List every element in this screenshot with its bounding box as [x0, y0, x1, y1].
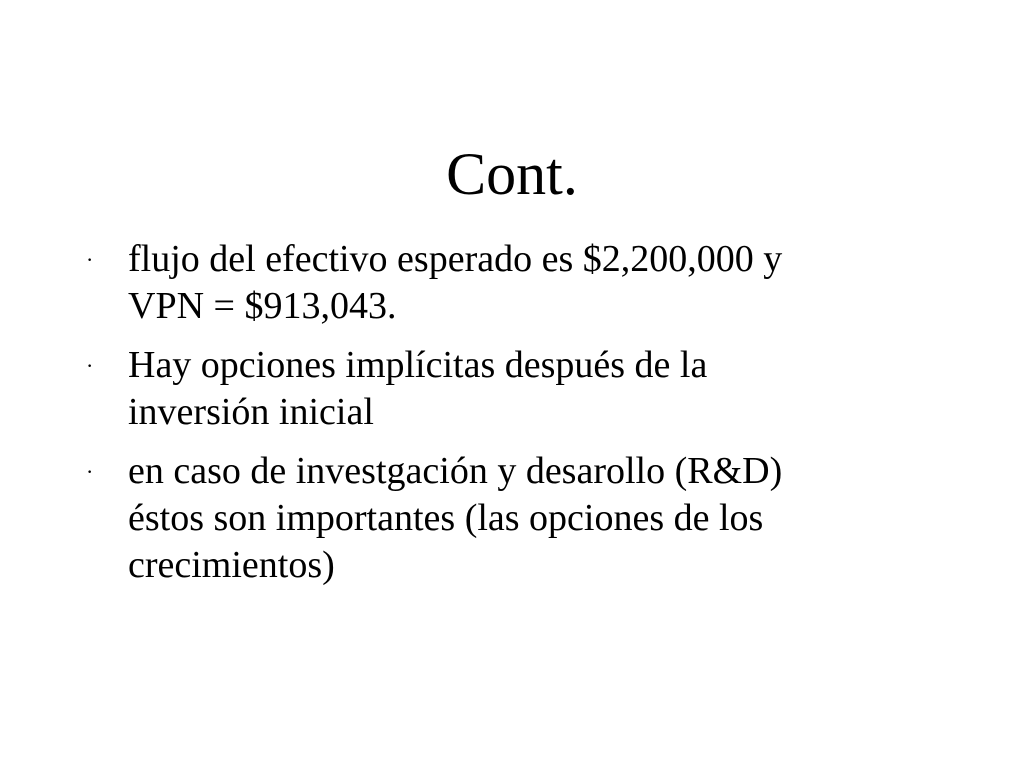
slide-title: Cont. — [446, 141, 578, 208]
bullet-dot-icon: · — [86, 353, 94, 378]
bullet-text: Hay opciones implícitas después de la inversión inicial — [128, 344, 708, 433]
bullet-dot-icon: · — [86, 247, 94, 272]
bullet-item — [84, 342, 964, 436]
bullet-text: flujo del efectivo esperado es $2,200,000 y VPN = $913,043. — [128, 238, 783, 327]
bullet-text: en caso de investgación y desarollo (R&D) éstos son importantes (las opciones de los crecimientos) — [128, 450, 783, 586]
bullet-dot-icon: · — [86, 459, 94, 484]
bullet-item — [84, 236, 964, 330]
bullet-list — [84, 236, 964, 601]
bullet-item — [84, 448, 964, 589]
